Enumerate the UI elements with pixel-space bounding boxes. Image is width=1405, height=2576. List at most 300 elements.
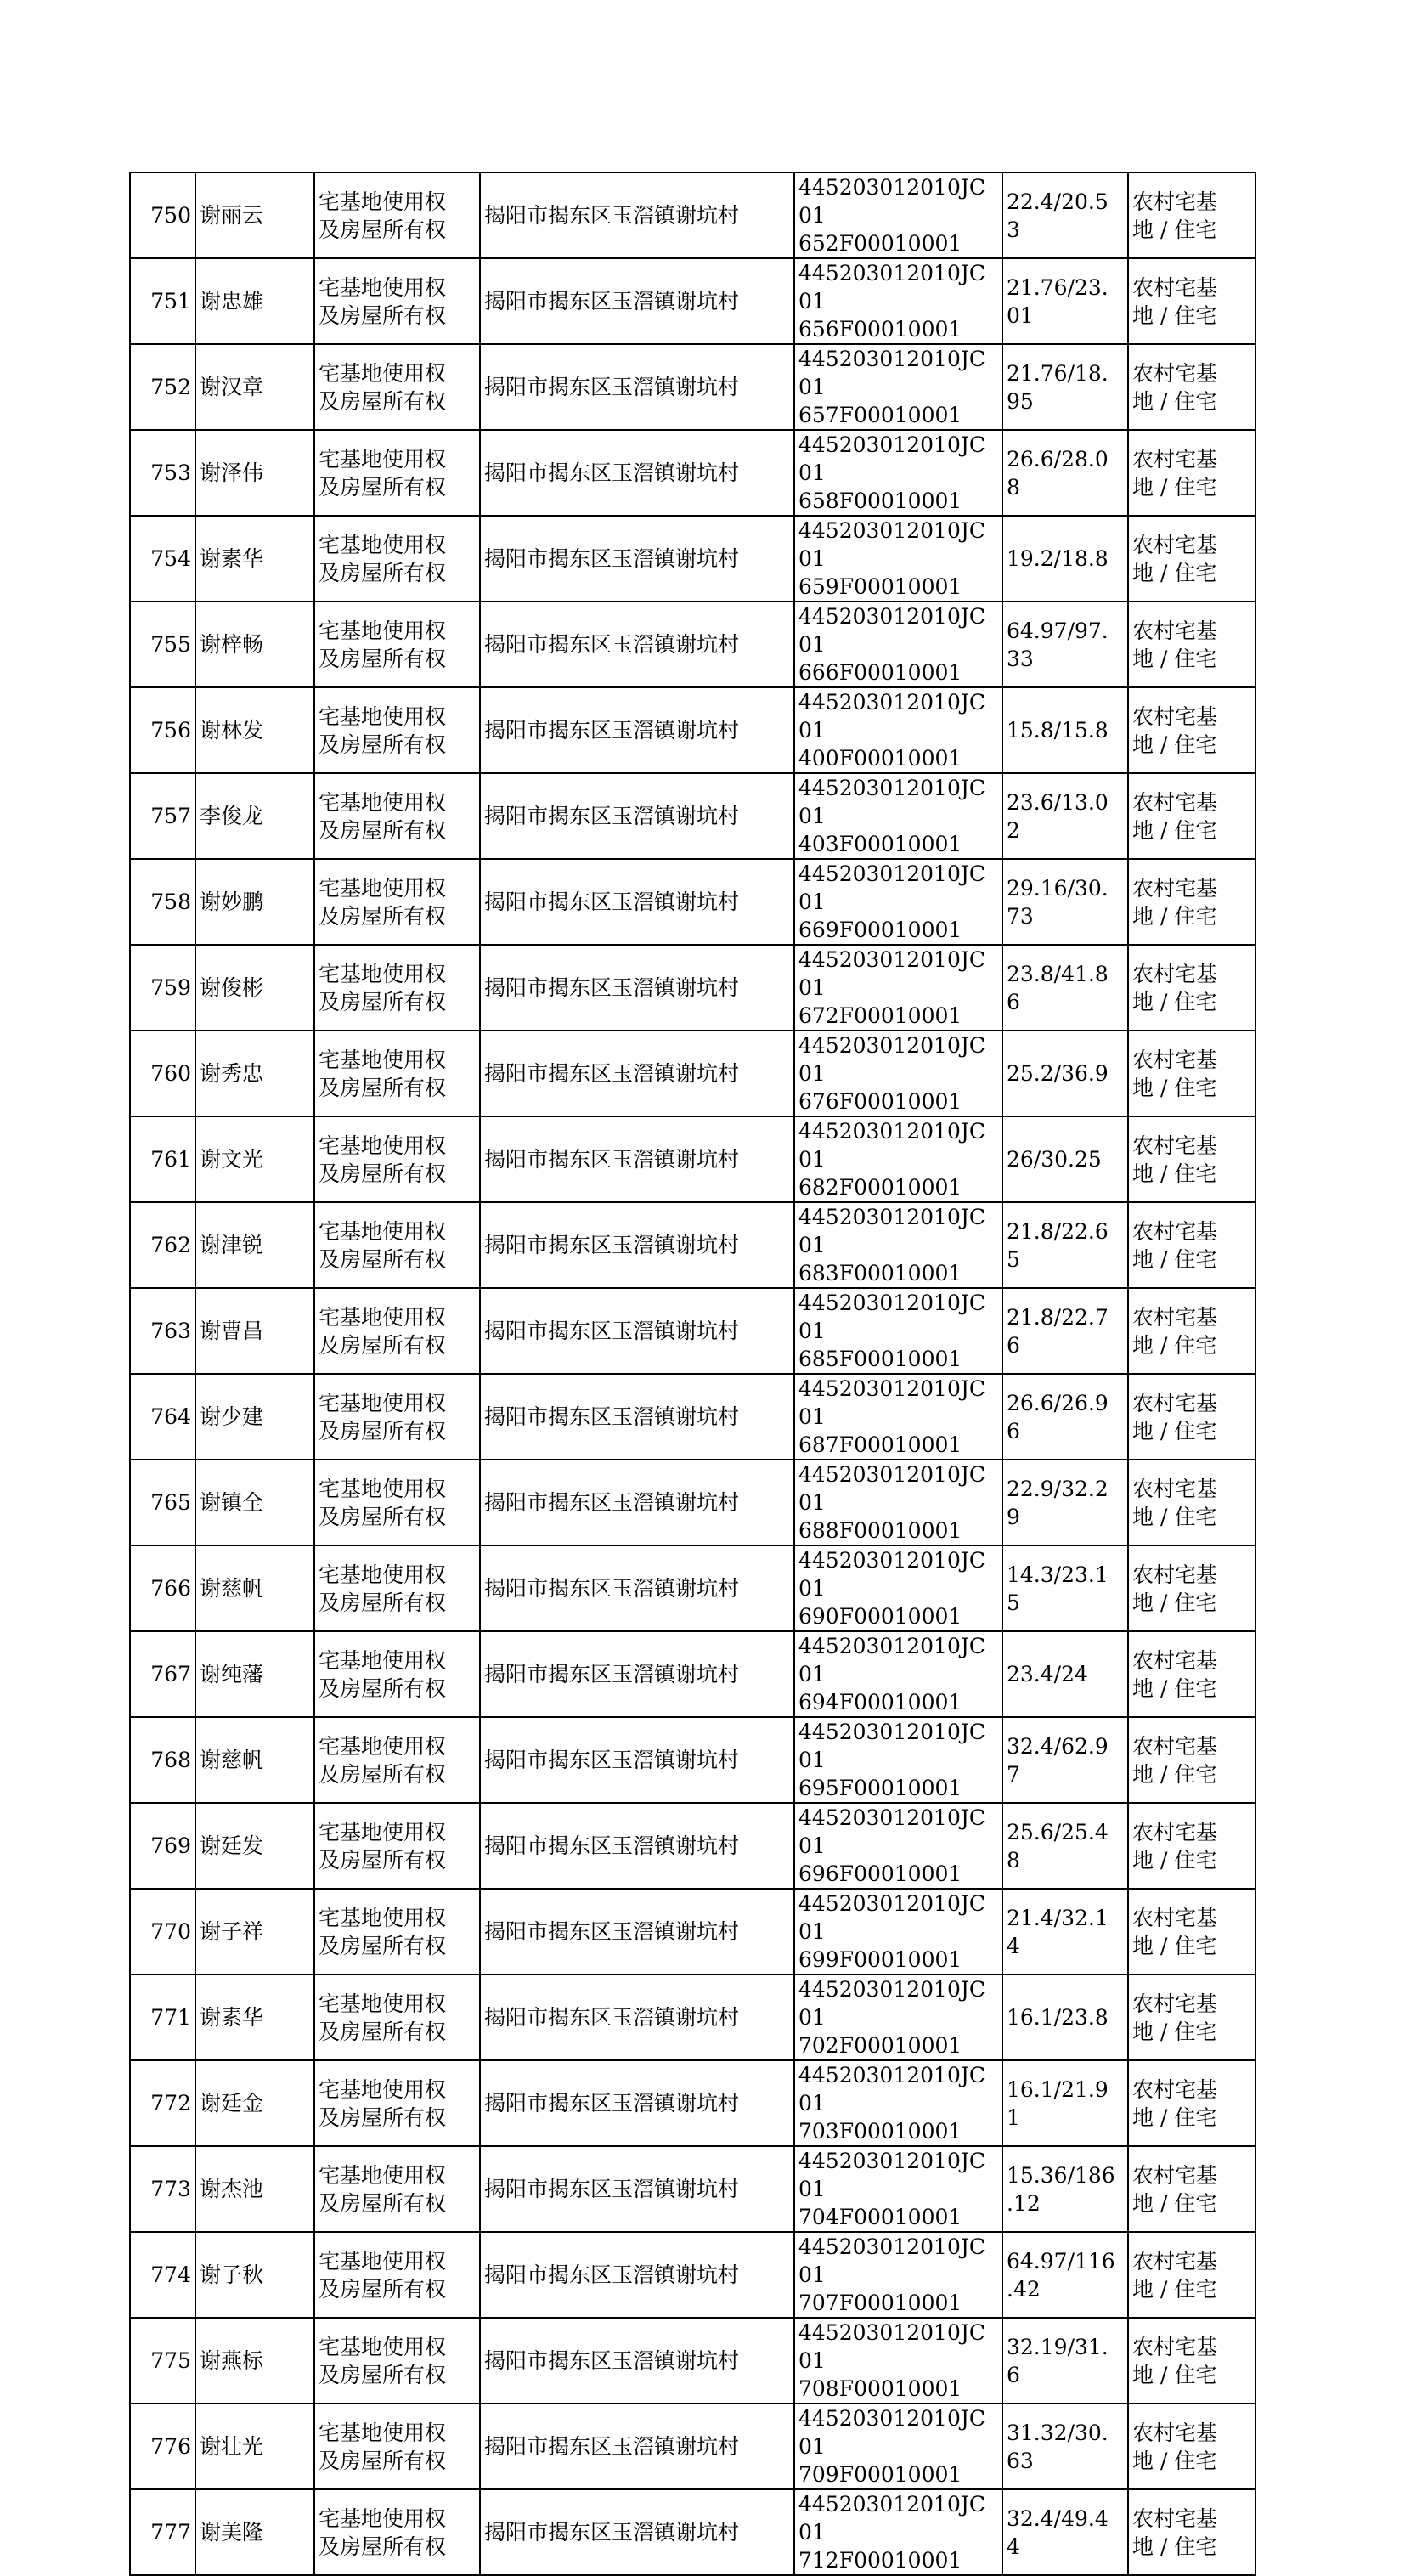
owner-name	[195, 1717, 314, 1803]
parcel-code	[794, 2146, 1002, 2232]
area-values	[1002, 773, 1128, 859]
property-location	[480, 1202, 794, 1288]
cell-right-type-l2: 及房屋所有权	[319, 1246, 447, 1272]
parcel-code	[794, 1374, 1002, 1460]
cell-name: 谢壮光	[200, 2434, 264, 2459]
cell-area-l1: 16.1/21.9	[1007, 2076, 1109, 2102]
row-number	[130, 1374, 195, 1460]
cell-use-l2: 地 / 住宅	[1132, 1332, 1217, 1358]
property-location	[480, 2232, 794, 2318]
area-values	[1002, 2060, 1128, 2146]
cell-code-l2: 690F00010001	[798, 1604, 962, 1629]
cell-code-l1: 445203012010JC01	[798, 1634, 986, 1686]
table-row	[130, 1889, 1255, 1974]
property-location	[480, 945, 794, 1031]
row-number	[130, 1202, 195, 1288]
cell-code-l1: 445203012010JC01	[798, 2234, 986, 2287]
area-values	[1002, 1717, 1128, 1803]
cell-use-l2: 地 / 住宅	[1132, 1161, 1217, 1186]
cell-right-type-l2: 及房屋所有权	[319, 1847, 447, 1873]
cell-use-l1: 农村宅基	[1132, 1390, 1218, 1415]
parcel-code	[794, 1288, 1002, 1374]
cell-location: 揭阳市揭东区玉滘镇谢坑村	[484, 2177, 740, 2201]
land-use	[1128, 2146, 1255, 2232]
table-row	[130, 1631, 1255, 1717]
cell-code-l1: 445203012010JC01	[798, 432, 986, 485]
row-number	[130, 1031, 195, 1116]
property-location	[480, 344, 794, 430]
cell-right-type-l2: 及房屋所有权	[319, 2448, 447, 2473]
cell-location: 揭阳市揭东区玉滘镇谢坑村	[484, 975, 740, 1000]
cell-seq: 771	[150, 2005, 191, 2030]
area-values	[1002, 1031, 1128, 1116]
area-values	[1002, 602, 1128, 687]
parcel-code	[794, 687, 1002, 773]
cell-name: 谢子秋	[200, 2262, 264, 2287]
cell-code-l1: 445203012010JC01	[798, 861, 986, 914]
cell-seq: 761	[150, 1147, 191, 1172]
cell-location: 揭阳市揭东区玉滘镇谢坑村	[484, 632, 740, 657]
cell-use-l2: 地 / 住宅	[1132, 646, 1217, 671]
owner-name	[195, 2060, 314, 2146]
cell-area-l1: 14.3/23.1	[1007, 1562, 1109, 1587]
cell-code-l1: 445203012010JC01	[798, 604, 986, 657]
land-use	[1128, 1374, 1255, 1460]
cell-location: 揭阳市揭东区玉滘镇谢坑村	[484, 1662, 740, 1686]
property-location	[480, 2060, 794, 2146]
right-type	[314, 1288, 480, 1374]
right-type	[314, 2232, 480, 2318]
table-row	[130, 859, 1255, 945]
cell-use-l2: 地 / 住宅	[1132, 1246, 1217, 1272]
cell-name: 谢汉章	[200, 375, 264, 399]
cell-right-type-l2: 及房屋所有权	[319, 2104, 447, 2130]
cell-code-l1: 445203012010JC01	[798, 2492, 986, 2545]
owner-name	[195, 344, 314, 430]
cell-location: 揭阳市揭东区玉滘镇谢坑村	[484, 804, 740, 828]
land-use	[1128, 2060, 1255, 2146]
cell-code-l2: 694F00010001	[798, 1690, 962, 1715]
parcel-code	[794, 1631, 1002, 1717]
right-type	[314, 344, 480, 430]
cell-right-type-l1: 宅基地使用权	[319, 274, 447, 300]
property-location	[480, 2146, 794, 2232]
cell-right-type-l2: 及房屋所有权	[319, 2534, 447, 2559]
cell-code-l2: 695F00010001	[798, 1776, 962, 1800]
cell-area-l2: 73	[1007, 903, 1034, 929]
land-use	[1128, 859, 1255, 945]
land-use	[1128, 258, 1255, 344]
area-values	[1002, 516, 1128, 602]
cell-area-l2: 4	[1007, 1933, 1020, 1958]
cell-use-l1: 农村宅基	[1132, 2420, 1218, 2445]
cell-code-l1: 445203012010JC01	[798, 1805, 986, 1858]
owner-name	[195, 2489, 314, 2575]
cell-area-l2: 6	[1007, 1332, 1020, 1358]
cell-use-l1: 农村宅基	[1132, 1733, 1218, 1759]
cell-code-l1: 445203012010JC01	[798, 1033, 986, 1086]
right-type	[314, 2146, 480, 2232]
cell-use-l2: 地 / 住宅	[1132, 2019, 1217, 2044]
cell-area-l1: 23.6/13.0	[1007, 789, 1109, 815]
cell-use-l2: 地 / 住宅	[1132, 2104, 1217, 2130]
right-type	[314, 1031, 480, 1116]
cell-right-type-l2: 及房屋所有权	[319, 1332, 447, 1358]
cell-use-l2: 地 / 住宅	[1132, 903, 1217, 929]
cell-code-l1: 445203012010JC01	[798, 1891, 986, 1944]
cell-area-l1: 26.6/26.9	[1007, 1390, 1109, 1415]
table-row	[130, 1374, 1255, 1460]
parcel-code	[794, 1031, 1002, 1116]
row-number	[130, 687, 195, 773]
cell-use-l2: 地 / 住宅	[1132, 2190, 1217, 2216]
owner-name	[195, 1116, 314, 1202]
cell-area-l1: 15.36/186	[1007, 2162, 1115, 2188]
cell-right-type-l1: 宅基地使用权	[319, 1562, 447, 1587]
cell-name: 谢曹昌	[200, 1319, 264, 1343]
table-row	[130, 2146, 1255, 2232]
cell-location: 揭阳市揭东区玉滘镇谢坑村	[484, 1061, 740, 1086]
cell-right-type-l1: 宅基地使用权	[319, 446, 447, 472]
cell-code-l1: 445203012010JC01	[798, 261, 986, 314]
cell-use-l2: 地 / 住宅	[1132, 2362, 1217, 2387]
right-type	[314, 602, 480, 687]
cell-right-type-l1: 宅基地使用权	[319, 2505, 447, 2531]
cell-code-l2: 704F00010001	[798, 2205, 962, 2229]
row-number	[130, 1545, 195, 1631]
cell-location: 揭阳市揭东区玉滘镇谢坑村	[484, 1147, 740, 1172]
cell-seq: 755	[150, 632, 191, 657]
row-number	[130, 2318, 195, 2404]
cell-area-l2: 7	[1007, 1761, 1020, 1787]
cell-area-l1: 21.76/18.	[1007, 360, 1109, 386]
owner-name	[195, 1545, 314, 1631]
property-location	[480, 1031, 794, 1116]
right-type	[314, 516, 480, 602]
cell-seq: 752	[150, 375, 191, 399]
cell-seq: 770	[150, 1919, 191, 1944]
cell-code-l1: 445203012010JC01	[798, 776, 986, 828]
parcel-code	[794, 430, 1002, 516]
cell-code-l2: 696F00010001	[798, 1861, 962, 1886]
property-location	[480, 516, 794, 602]
owner-name	[195, 2404, 314, 2489]
area-values	[1002, 430, 1128, 516]
land-use	[1128, 773, 1255, 859]
cell-use-l1: 农村宅基	[1132, 2248, 1218, 2274]
cell-use-l1: 农村宅基	[1132, 532, 1218, 557]
cell-seq: 758	[150, 890, 191, 914]
cell-name: 谢美隆	[200, 2520, 264, 2545]
cell-right-type-l2: 及房屋所有权	[319, 560, 447, 585]
cell-use-l1: 农村宅基	[1132, 789, 1218, 815]
table-row	[130, 687, 1255, 773]
land-use	[1128, 516, 1255, 602]
cell-name: 谢廷发	[200, 1833, 264, 1858]
table-row	[130, 516, 1255, 602]
cell-right-type-l1: 宅基地使用权	[319, 1991, 447, 2016]
cell-name: 谢素华	[200, 2005, 264, 2030]
cell-name: 谢燕标	[200, 2348, 264, 2373]
owner-name	[195, 1374, 314, 1460]
cell-right-type-l1: 宅基地使用权	[319, 961, 447, 986]
owner-name	[195, 687, 314, 773]
cell-use-l2: 地 / 住宅	[1132, 560, 1217, 585]
right-type	[314, 1202, 480, 1288]
land-use	[1128, 1116, 1255, 1202]
cell-right-type-l1: 宅基地使用权	[319, 875, 447, 901]
table-row	[130, 1288, 1255, 1374]
land-use	[1128, 687, 1255, 773]
cell-use-l2: 地 / 住宅	[1132, 1504, 1217, 1529]
cell-code-l2: 707F00010001	[798, 2291, 962, 2315]
parcel-code	[794, 1202, 1002, 1288]
row-number	[130, 172, 195, 258]
cell-seq: 759	[150, 975, 191, 1000]
owner-name	[195, 945, 314, 1031]
owner-name	[195, 1803, 314, 1889]
property-location	[480, 1889, 794, 1974]
cell-code-l2: 699F00010001	[798, 1947, 962, 1972]
cell-right-type-l2: 及房屋所有权	[319, 732, 447, 757]
cell-code-l1: 445203012010JC01	[798, 1291, 986, 1343]
area-values	[1002, 258, 1128, 344]
owner-name	[195, 2146, 314, 2232]
owner-name	[195, 1031, 314, 1116]
cell-right-type-l1: 宅基地使用权	[319, 2162, 447, 2188]
row-number	[130, 1116, 195, 1202]
right-type	[314, 1460, 480, 1545]
parcel-code	[794, 1889, 1002, 1974]
cell-right-type-l1: 宅基地使用权	[319, 618, 447, 643]
cell-use-l1: 农村宅基	[1132, 2162, 1218, 2188]
cell-code-l2: 659F00010001	[798, 574, 962, 599]
cell-use-l1: 农村宅基	[1132, 1133, 1218, 1158]
row-number	[130, 1889, 195, 1974]
cell-code-l2: 682F00010001	[798, 1175, 962, 1200]
cell-name: 谢杰池	[200, 2177, 264, 2201]
cell-right-type-l1: 宅基地使用权	[319, 2334, 447, 2359]
right-type	[314, 1717, 480, 1803]
parcel-code	[794, 2489, 1002, 2575]
land-use	[1128, 2489, 1255, 2575]
parcel-code	[794, 1803, 1002, 1889]
cell-right-type-l2: 及房屋所有权	[319, 217, 447, 242]
cell-name: 谢少建	[200, 1404, 264, 1429]
cell-right-type-l1: 宅基地使用权	[319, 1390, 447, 1415]
cell-code-l1: 445203012010JC01	[798, 1119, 986, 1172]
table-row	[130, 1717, 1255, 1803]
cell-seq: 774	[150, 2262, 191, 2287]
cell-code-l2: 669F00010001	[798, 918, 962, 942]
area-values	[1002, 1545, 1128, 1631]
cell-use-l2: 地 / 住宅	[1132, 817, 1217, 843]
owner-name	[195, 172, 314, 258]
cell-location: 揭阳市揭东区玉滘镇谢坑村	[484, 2262, 740, 2287]
land-use	[1128, 430, 1255, 516]
cell-right-type-l2: 及房屋所有权	[319, 1933, 447, 1958]
cell-area-l2: 95	[1007, 388, 1034, 414]
row-number	[130, 773, 195, 859]
owner-name	[195, 2232, 314, 2318]
cell-code-l1: 445203012010JC01	[798, 1462, 986, 1515]
cell-code-l2: 400F00010001	[798, 746, 962, 771]
right-type	[314, 1803, 480, 1889]
table-row	[130, 1116, 1255, 1202]
land-use	[1128, 2318, 1255, 2404]
cell-use-l2: 地 / 住宅	[1132, 2534, 1217, 2559]
parcel-code	[794, 1116, 1002, 1202]
right-type	[314, 773, 480, 859]
cell-name: 李俊龙	[200, 804, 264, 828]
cell-seq: 750	[150, 203, 191, 228]
cell-right-type-l2: 及房屋所有权	[319, 903, 447, 929]
land-use	[1128, 1545, 1255, 1631]
parcel-code	[794, 1974, 1002, 2060]
cell-name: 谢秀忠	[200, 1061, 264, 1086]
land-use	[1128, 945, 1255, 1031]
right-type	[314, 2489, 480, 2575]
cell-name: 谢廷金	[200, 2091, 264, 2116]
cell-name: 谢泽伟	[200, 460, 264, 485]
land-use	[1128, 1803, 1255, 1889]
cell-location: 揭阳市揭东区玉滘镇谢坑村	[484, 2520, 740, 2545]
cell-code-l1: 445203012010JC01	[798, 2063, 986, 2116]
cell-use-l2: 地 / 住宅	[1132, 217, 1217, 242]
cell-use-l2: 地 / 住宅	[1132, 1675, 1217, 1701]
area-values	[1002, 1974, 1128, 2060]
cell-seq: 775	[150, 2348, 191, 2373]
cell-right-type-l2: 及房屋所有权	[319, 1675, 447, 1701]
property-location	[480, 172, 794, 258]
cell-seq: 753	[150, 460, 191, 485]
cell-seq: 757	[150, 804, 191, 828]
cell-use-l2: 地 / 住宅	[1132, 474, 1217, 500]
cell-code-l2: 688F00010001	[798, 1518, 962, 1543]
cell-use-l1: 农村宅基	[1132, 618, 1218, 643]
area-values	[1002, 2146, 1128, 2232]
parcel-code	[794, 344, 1002, 430]
cell-right-type-l1: 宅基地使用权	[319, 189, 447, 214]
right-type	[314, 1116, 480, 1202]
cell-code-l2: 672F00010001	[798, 1003, 962, 1028]
cell-name: 谢慈帆	[200, 1748, 264, 1772]
cell-area-l1: 31.32/30.	[1007, 2420, 1109, 2445]
row-number	[130, 2146, 195, 2232]
cell-location: 揭阳市揭东区玉滘镇谢坑村	[484, 890, 740, 914]
cell-right-type-l1: 宅基地使用权	[319, 789, 447, 815]
row-number	[130, 1717, 195, 1803]
area-values	[1002, 687, 1128, 773]
property-location	[480, 2404, 794, 2489]
cell-right-type-l2: 及房屋所有权	[319, 1761, 447, 1787]
right-type	[314, 430, 480, 516]
property-location	[480, 2318, 794, 2404]
cell-right-type-l1: 宅基地使用权	[319, 1647, 447, 1673]
cell-use-l1: 农村宅基	[1132, 875, 1218, 901]
owner-name	[195, 430, 314, 516]
row-number	[130, 945, 195, 1031]
cell-name: 谢纯藩	[200, 1662, 264, 1686]
table-row	[130, 602, 1255, 687]
parcel-code	[794, 602, 1002, 687]
cell-location: 揭阳市揭东区玉滘镇谢坑村	[484, 1833, 740, 1858]
cell-area-l1: 22.4/20.5	[1007, 189, 1109, 214]
table-row	[130, 344, 1255, 430]
cell-code-l2: 657F00010001	[798, 403, 962, 427]
cell-area-l1: 15.8/15.8	[1007, 718, 1109, 743]
cell-area-l1: 21.8/22.7	[1007, 1304, 1109, 1330]
cell-area-l2: 33	[1007, 646, 1034, 671]
cell-code-l1: 445203012010JC01	[798, 1548, 986, 1601]
property-location	[480, 2489, 794, 2575]
cell-code-l2: 685F00010001	[798, 1347, 962, 1371]
cell-code-l2: 652F00010001	[798, 231, 962, 256]
cell-code-l1: 445203012010JC01	[798, 175, 986, 228]
property-location	[480, 1374, 794, 1460]
cell-area-l1: 32.19/31.	[1007, 2334, 1109, 2359]
row-number	[130, 1974, 195, 2060]
land-use	[1128, 1717, 1255, 1803]
cell-use-l2: 地 / 住宅	[1132, 2448, 1217, 2473]
right-type	[314, 687, 480, 773]
cell-use-l1: 农村宅基	[1132, 1476, 1218, 1501]
cell-use-l1: 农村宅基	[1132, 1218, 1218, 1244]
cell-use-l1: 农村宅基	[1132, 189, 1218, 214]
cell-use-l1: 农村宅基	[1132, 961, 1218, 986]
property-register-table	[129, 172, 1256, 2576]
cell-use-l1: 农村宅基	[1132, 360, 1218, 386]
area-values	[1002, 1460, 1128, 1545]
cell-location: 揭阳市揭东区玉滘镇谢坑村	[484, 1490, 740, 1515]
cell-right-type-l2: 及房屋所有权	[319, 474, 447, 500]
cell-code-l1: 445203012010JC01	[798, 2406, 986, 2459]
cell-location: 揭阳市揭东区玉滘镇谢坑村	[484, 1233, 740, 1257]
cell-area-l2: 63	[1007, 2448, 1034, 2473]
cell-use-l1: 农村宅基	[1132, 1905, 1218, 1930]
cell-use-l1: 农村宅基	[1132, 703, 1218, 729]
table-row	[130, 1803, 1255, 1889]
cell-name: 谢镇全	[200, 1490, 264, 1515]
cell-name: 谢林发	[200, 718, 264, 743]
cell-right-type-l1: 宅基地使用权	[319, 1047, 447, 1072]
land-use	[1128, 2232, 1255, 2318]
table-row	[130, 1460, 1255, 1545]
row-number	[130, 1631, 195, 1717]
cell-area-l1: 32.4/49.4	[1007, 2505, 1109, 2531]
row-number	[130, 859, 195, 945]
cell-code-l2: 703F00010001	[798, 2119, 962, 2144]
cell-right-type-l1: 宅基地使用权	[319, 2248, 447, 2274]
table-row	[130, 258, 1255, 344]
land-use	[1128, 2404, 1255, 2489]
cell-area-l1: 22.9/32.2	[1007, 1476, 1109, 1501]
property-location	[480, 1974, 794, 2060]
parcel-code	[794, 516, 1002, 602]
cell-use-l1: 农村宅基	[1132, 446, 1218, 472]
owner-name	[195, 516, 314, 602]
cell-location: 揭阳市揭东区玉滘镇谢坑村	[484, 2348, 740, 2373]
cell-seq: 763	[150, 1319, 191, 1343]
cell-area-l2: 2	[1007, 817, 1020, 843]
property-location	[480, 1460, 794, 1545]
cell-right-type-l2: 及房屋所有权	[319, 388, 447, 414]
cell-seq: 756	[150, 718, 191, 743]
area-values	[1002, 1288, 1128, 1374]
cell-area-l1: 16.1/23.8	[1007, 2005, 1109, 2030]
table-row	[130, 945, 1255, 1031]
area-values	[1002, 1631, 1128, 1717]
